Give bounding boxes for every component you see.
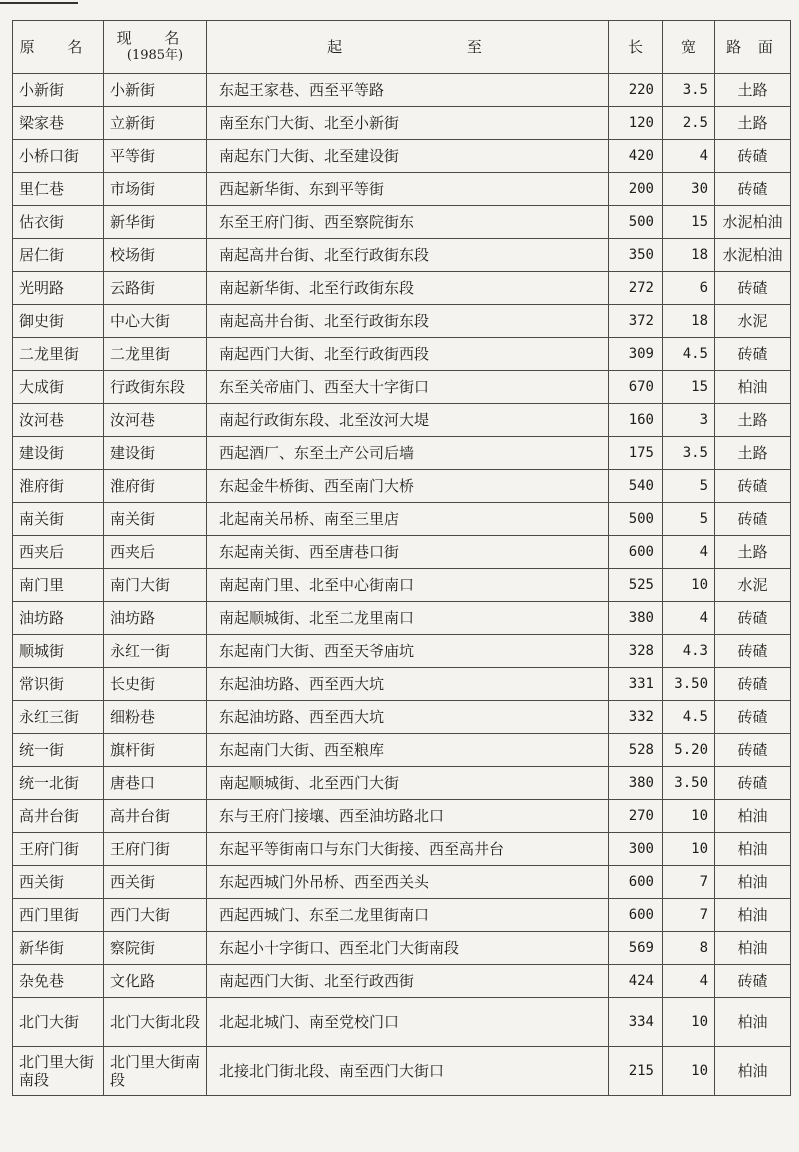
- header-range: 起 至: [207, 21, 609, 74]
- table-row: [13, 767, 791, 800]
- cell-surface: 砖碴: [715, 767, 791, 800]
- cell-width: 4.3: [663, 635, 715, 668]
- cell-current-name: 察院街: [104, 932, 207, 965]
- cell-range: 北接北门街北段、南至西门大街口: [207, 1047, 609, 1096]
- cell-current-name: 唐巷口: [104, 767, 207, 800]
- cell-width: 6: [663, 272, 715, 305]
- table-row: [13, 536, 791, 569]
- cell-length: 200: [609, 173, 663, 206]
- cell-surface: 柏油: [715, 932, 791, 965]
- cell-width: 5: [663, 503, 715, 536]
- header-length: 长: [609, 21, 663, 74]
- cell-current-name: 王府门街: [104, 833, 207, 866]
- cell-length: 300: [609, 833, 663, 866]
- cell-width: 3.50: [663, 668, 715, 701]
- cell-width: 30: [663, 173, 715, 206]
- table-row: [13, 635, 791, 668]
- cell-original-name: 汝河巷: [13, 404, 104, 437]
- cell-current-name: 长史街: [104, 668, 207, 701]
- table-row: [13, 998, 791, 1047]
- cell-length: 528: [609, 734, 663, 767]
- cell-surface: 水泥柏油: [715, 206, 791, 239]
- cell-range: 东起南门大街、西至粮库: [207, 734, 609, 767]
- cell-original-name: 南门里: [13, 569, 104, 602]
- cell-width: 5.20: [663, 734, 715, 767]
- cell-length: 334: [609, 998, 663, 1047]
- cell-original-name: 永红三街: [13, 701, 104, 734]
- cell-original-name: 御史街: [13, 305, 104, 338]
- cell-width: 5: [663, 470, 715, 503]
- cell-current-name: 文化路: [104, 965, 207, 998]
- cell-surface: 柏油: [715, 371, 791, 404]
- cell-original-name: 淮府街: [13, 470, 104, 503]
- cell-original-name: 西关街: [13, 866, 104, 899]
- cell-original-name: 估衣街: [13, 206, 104, 239]
- cell-original-name: 统一北街: [13, 767, 104, 800]
- table-row: [13, 107, 791, 140]
- table-row: [13, 305, 791, 338]
- cell-original-name: 居仁街: [13, 239, 104, 272]
- cell-width: 18: [663, 239, 715, 272]
- cell-width: 10: [663, 800, 715, 833]
- cell-width: 4: [663, 602, 715, 635]
- cell-length: 424: [609, 965, 663, 998]
- cell-length: 160: [609, 404, 663, 437]
- cell-surface: 土路: [715, 404, 791, 437]
- cell-range: 东与王府门接壤、西至油坊路北口: [207, 800, 609, 833]
- cell-length: 569: [609, 932, 663, 965]
- cell-width: 7: [663, 866, 715, 899]
- cell-surface: 水泥柏油: [715, 239, 791, 272]
- cell-surface: 砖碴: [715, 734, 791, 767]
- table-row: [13, 734, 791, 767]
- cell-length: 215: [609, 1047, 663, 1096]
- table-row: [13, 140, 791, 173]
- cell-width: 3.5: [663, 437, 715, 470]
- cell-range: 东起金牛桥街、西至南门大桥: [207, 470, 609, 503]
- cell-original-name: 北门大街: [13, 998, 104, 1047]
- cell-original-name: 建设街: [13, 437, 104, 470]
- table-row: [13, 932, 791, 965]
- cell-range: 北起北城门、南至党校门口: [207, 998, 609, 1047]
- cell-width: 10: [663, 998, 715, 1047]
- table-row: [13, 470, 791, 503]
- cell-original-name: 顺城街: [13, 635, 104, 668]
- cell-length: 350: [609, 239, 663, 272]
- table-row: [13, 338, 791, 371]
- table-row: [13, 437, 791, 470]
- cell-surface: 柏油: [715, 998, 791, 1047]
- cell-range: 南起西门大街、北至行政街西段: [207, 338, 609, 371]
- cell-surface: 砖碴: [715, 503, 791, 536]
- cell-range: 南起顺城街、北至西门大街: [207, 767, 609, 800]
- header-width: 宽: [663, 21, 715, 74]
- cell-surface: 砖碴: [715, 173, 791, 206]
- cell-original-name: 统一街: [13, 734, 104, 767]
- cell-original-name: 王府门街: [13, 833, 104, 866]
- cell-current-name: 西夹后: [104, 536, 207, 569]
- table-row: [13, 899, 791, 932]
- cell-current-name: 细粉巷: [104, 701, 207, 734]
- cell-width: 15: [663, 206, 715, 239]
- cell-surface: 柏油: [715, 866, 791, 899]
- cell-surface: 砖碴: [715, 668, 791, 701]
- cell-surface: 土路: [715, 74, 791, 107]
- cell-current-name: 旗杆街: [104, 734, 207, 767]
- cell-surface: 砖碴: [715, 602, 791, 635]
- cell-range: 东起小十字街口、西至北门大街南段: [207, 932, 609, 965]
- cell-current-name: 永红一街: [104, 635, 207, 668]
- cell-range: 南起新华街、北至行政街东段: [207, 272, 609, 305]
- header-current-name: [104, 21, 207, 74]
- cell-current-name: 建设街: [104, 437, 207, 470]
- cell-surface: 水泥: [715, 569, 791, 602]
- cell-original-name: 小桥口街: [13, 140, 104, 173]
- cell-width: 10: [663, 569, 715, 602]
- cell-length: 670: [609, 371, 663, 404]
- cell-current-name: 二龙里街: [104, 338, 207, 371]
- cell-range: 东起西城门外吊桥、西至西关头: [207, 866, 609, 899]
- cell-length: 500: [609, 503, 663, 536]
- table-row: [13, 866, 791, 899]
- cell-surface: 柏油: [715, 833, 791, 866]
- header-original-name: 原 名: [13, 21, 104, 74]
- table-row: [13, 800, 791, 833]
- table-body: [13, 74, 791, 1096]
- cell-length: 420: [609, 140, 663, 173]
- cell-length: 120: [609, 107, 663, 140]
- cell-width: 4.5: [663, 338, 715, 371]
- cell-width: 10: [663, 1047, 715, 1096]
- table-header: [13, 21, 791, 74]
- cell-length: 309: [609, 338, 663, 371]
- table-row: [13, 503, 791, 536]
- cell-range: 东起南关街、西至唐巷口街: [207, 536, 609, 569]
- cell-length: 600: [609, 899, 663, 932]
- cell-original-name: 高井台街: [13, 800, 104, 833]
- table-row: [13, 833, 791, 866]
- cell-width: 2.5: [663, 107, 715, 140]
- cell-original-name: 光明路: [13, 272, 104, 305]
- cell-width: 4: [663, 536, 715, 569]
- cell-original-name: 油坊路: [13, 602, 104, 635]
- top-rule: [0, 2, 78, 4]
- cell-current-name: 立新街: [104, 107, 207, 140]
- cell-length: 175: [609, 437, 663, 470]
- cell-width: 3: [663, 404, 715, 437]
- cell-width: 8: [663, 932, 715, 965]
- table-row: [13, 965, 791, 998]
- cell-original-name: 杂免巷: [13, 965, 104, 998]
- cell-range: 西起新华街、东到平等街: [207, 173, 609, 206]
- cell-current-name: 油坊路: [104, 602, 207, 635]
- cell-current-name: 平等街: [104, 140, 207, 173]
- cell-range: 南起高井台街、北至行政街东段: [207, 239, 609, 272]
- table-row: [13, 404, 791, 437]
- table-row: [13, 173, 791, 206]
- cell-length: 500: [609, 206, 663, 239]
- cell-surface: 柏油: [715, 899, 791, 932]
- cell-original-name: 南关街: [13, 503, 104, 536]
- header-current-name-label: 现 名: [116, 29, 194, 47]
- cell-length: 272: [609, 272, 663, 305]
- cell-surface: 土路: [715, 437, 791, 470]
- cell-range: 东至关帝庙门、西至大十字街口: [207, 371, 609, 404]
- cell-surface: 柏油: [715, 1047, 791, 1096]
- cell-current-name: 淮府街: [104, 470, 207, 503]
- table-row: [13, 569, 791, 602]
- cell-original-name: 西夹后: [13, 536, 104, 569]
- cell-current-name: 云路街: [104, 272, 207, 305]
- cell-surface: 土路: [715, 107, 791, 140]
- cell-range: 东起王家巷、西至平等路: [207, 74, 609, 107]
- cell-original-name: 常识街: [13, 668, 104, 701]
- cell-surface: 砖碴: [715, 965, 791, 998]
- cell-surface: 砖碴: [715, 701, 791, 734]
- cell-length: 220: [609, 74, 663, 107]
- cell-width: 4.5: [663, 701, 715, 734]
- table-row: [13, 272, 791, 305]
- cell-current-name: 小新街: [104, 74, 207, 107]
- cell-width: 18: [663, 305, 715, 338]
- cell-range: 南起高井台街、北至行政街东段: [207, 305, 609, 338]
- cell-length: 332: [609, 701, 663, 734]
- table-row: [13, 668, 791, 701]
- cell-surface: 水泥: [715, 305, 791, 338]
- cell-width: 7: [663, 899, 715, 932]
- cell-surface: 砖碴: [715, 140, 791, 173]
- cell-current-name: 北门里大街南段: [104, 1047, 207, 1096]
- cell-width: 15: [663, 371, 715, 404]
- cell-current-name: 校场街: [104, 239, 207, 272]
- cell-length: 328: [609, 635, 663, 668]
- header-current-name-year: (1985年): [126, 48, 184, 63]
- cell-length: 540: [609, 470, 663, 503]
- cell-surface: 土路: [715, 536, 791, 569]
- cell-range: 南起行政街东段、北至汝河大堤: [207, 404, 609, 437]
- cell-surface: 砖碴: [715, 338, 791, 371]
- cell-width: 3.50: [663, 767, 715, 800]
- cell-length: 380: [609, 767, 663, 800]
- cell-range: 南起东门大街、北至建设街: [207, 140, 609, 173]
- cell-original-name: 梁家巷: [13, 107, 104, 140]
- table-row: [13, 239, 791, 272]
- cell-range: 东起南门大街、西至天爷庙坑: [207, 635, 609, 668]
- table-row: [13, 371, 791, 404]
- street-table: [12, 20, 791, 1096]
- cell-current-name: 行政街东段: [104, 371, 207, 404]
- cell-surface: 砖碴: [715, 470, 791, 503]
- cell-length: 525: [609, 569, 663, 602]
- cell-width: 3.5: [663, 74, 715, 107]
- table-row: [13, 602, 791, 635]
- cell-surface: 砖碴: [715, 272, 791, 305]
- cell-length: 331: [609, 668, 663, 701]
- table-row: [13, 1047, 791, 1096]
- cell-current-name: 高井台街: [104, 800, 207, 833]
- cell-range: 西起酒厂、东至土产公司后墙: [207, 437, 609, 470]
- table-row: [13, 206, 791, 239]
- cell-current-name: 新华街: [104, 206, 207, 239]
- cell-range: 北起南关吊桥、南至三里店: [207, 503, 609, 536]
- cell-range: 南至东门大街、北至小新街: [207, 107, 609, 140]
- cell-range: 东起油坊路、西至西大坑: [207, 668, 609, 701]
- cell-original-name: 新华街: [13, 932, 104, 965]
- cell-width: 10: [663, 833, 715, 866]
- table-row: [13, 74, 791, 107]
- cell-current-name: 北门大街北段: [104, 998, 207, 1047]
- cell-range: 西起西城门、东至二龙里街南口: [207, 899, 609, 932]
- cell-length: 600: [609, 536, 663, 569]
- cell-range: 南起南门里、北至中心街南口: [207, 569, 609, 602]
- cell-original-name: 西门里街: [13, 899, 104, 932]
- cell-range: 东起油坊路、西至西大坑: [207, 701, 609, 734]
- cell-current-name: 南关街: [104, 503, 207, 536]
- cell-width: 4: [663, 965, 715, 998]
- cell-original-name: 大成街: [13, 371, 104, 404]
- cell-surface: 砖碴: [715, 635, 791, 668]
- cell-range: 南起顺城街、北至二龙里南口: [207, 602, 609, 635]
- cell-current-name: 中心大街: [104, 305, 207, 338]
- cell-original-name: 二龙里街: [13, 338, 104, 371]
- cell-length: 270: [609, 800, 663, 833]
- cell-surface: 柏油: [715, 800, 791, 833]
- cell-range: 东至王府门街、西至察院街东: [207, 206, 609, 239]
- cell-current-name: 汝河巷: [104, 404, 207, 437]
- cell-length: 372: [609, 305, 663, 338]
- cell-original-name: 里仁巷: [13, 173, 104, 206]
- cell-original-name: 北门里大街南段: [13, 1047, 104, 1096]
- cell-current-name: 南门大街: [104, 569, 207, 602]
- cell-current-name: 西门大街: [104, 899, 207, 932]
- cell-width: 4: [663, 140, 715, 173]
- cell-original-name: 小新街: [13, 74, 104, 107]
- cell-length: 600: [609, 866, 663, 899]
- header-surface: 路 面: [715, 21, 791, 74]
- cell-current-name: 市场街: [104, 173, 207, 206]
- cell-range: 南起西门大街、北至行政西街: [207, 965, 609, 998]
- cell-range: 东起平等街南口与东门大街接、西至高井台: [207, 833, 609, 866]
- cell-length: 380: [609, 602, 663, 635]
- cell-current-name: 西关街: [104, 866, 207, 899]
- table-row: [13, 701, 791, 734]
